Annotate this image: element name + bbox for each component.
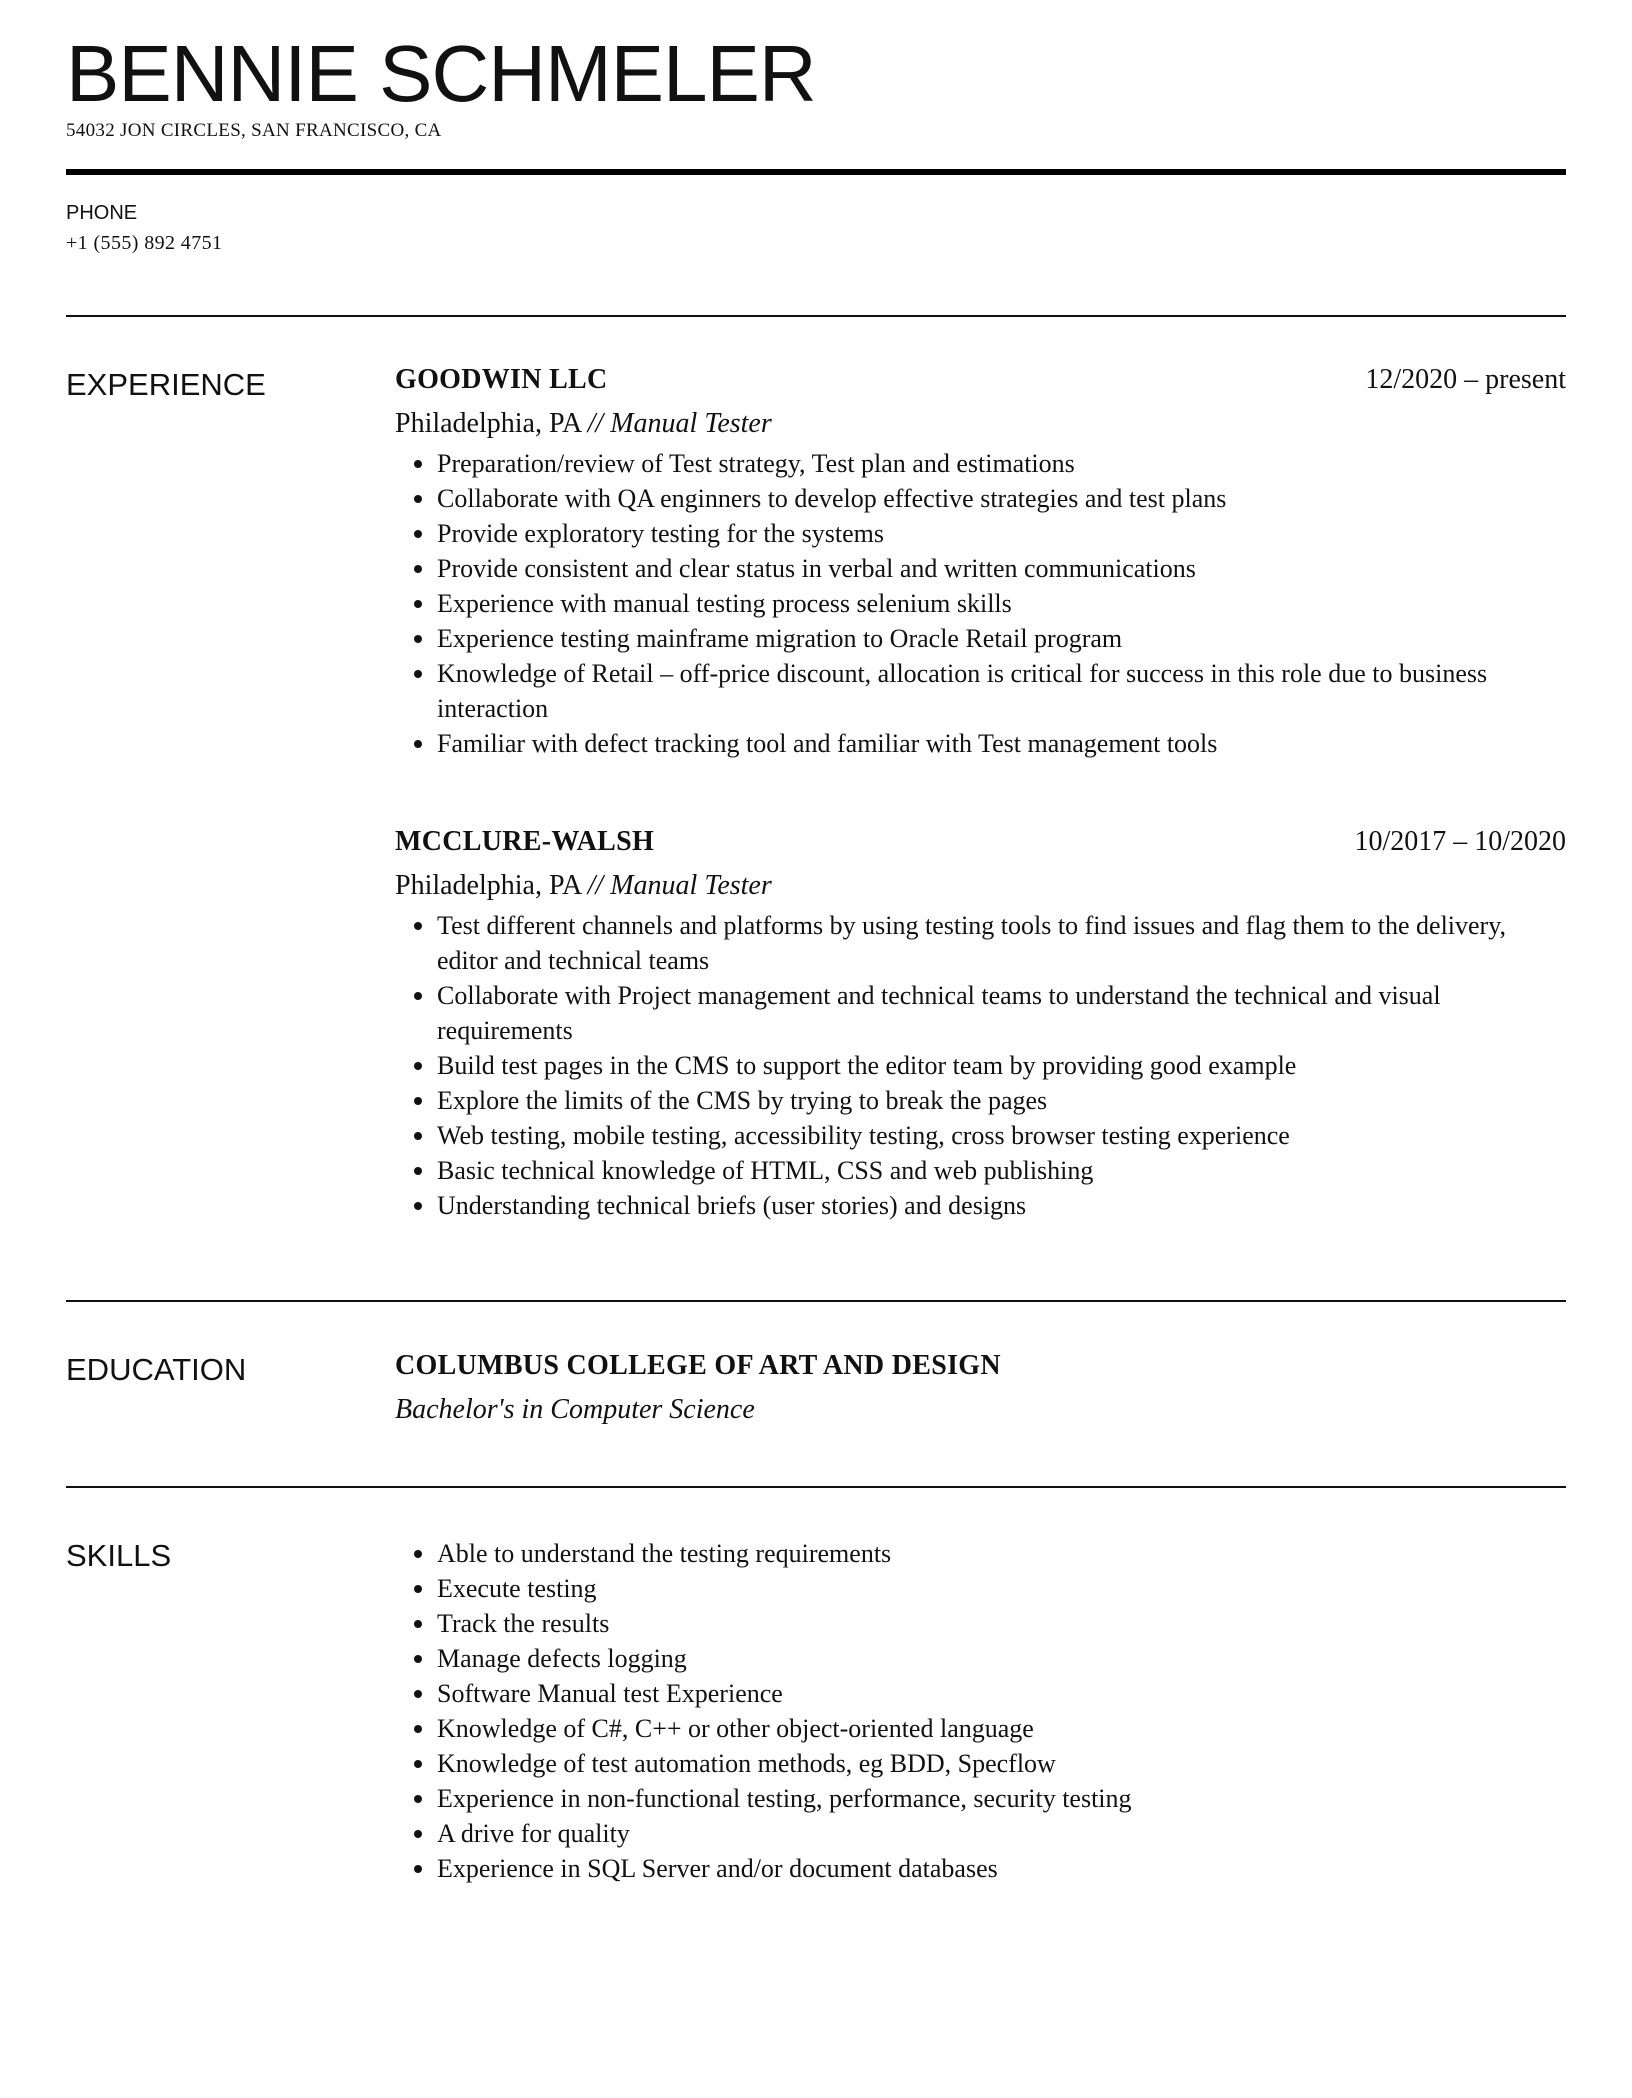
list-item: Provide consistent and clear status in verbal and written communications: [437, 551, 1566, 586]
education-entry: [395, 1350, 1566, 1430]
experience-title: EXPERIENCE: [66, 367, 266, 402]
list-item: Able to understand the testing requirements: [437, 1536, 1566, 1571]
list-item: Knowledge of C#, C++ or other object-oriented language: [437, 1711, 1566, 1746]
list-item: Collaborate with Project management and technical teams to understand the technical and visual requirements: [437, 978, 1566, 1048]
job-header: [395, 826, 1566, 866]
list-item: Understanding technical briefs (user stories) and designs: [437, 1188, 1566, 1223]
list-item: Build test pages in the CMS to support the editor team by providing good example: [437, 1048, 1566, 1083]
job-dates: 12/2020 – present: [1365, 364, 1566, 395]
candidate-name: BENNIE SCHMELER: [66, 29, 816, 118]
job-role: // Manual Tester: [587, 870, 772, 901]
list-item: Execute testing: [437, 1571, 1566, 1606]
education-school: COLUMBUS COLLEGE OF ART AND DESIGN: [395, 1350, 1001, 1381]
job-bullets: [395, 446, 1566, 761]
job-entry: [395, 364, 1566, 761]
list-item: Test different channels and platforms by using testing tools to find issues and flag them to the delivery, editor and technical teams: [437, 908, 1566, 978]
candidate-address: 54032 JON CIRCLES, SAN FRANCISCO, CA: [66, 120, 442, 141]
list-item: Experience in SQL Server and/or document databases: [437, 1851, 1566, 1886]
job-location: Philadelphia, PA: [395, 870, 581, 901]
list-item: Provide exploratory testing for the systems: [437, 516, 1566, 551]
list-item: Experience in non-functional testing, performance, security testing: [437, 1781, 1566, 1816]
list-item: Knowledge of test automation methods, eg BDD, Specflow: [437, 1746, 1566, 1781]
skills-title: SKILLS: [66, 1538, 172, 1573]
section-divider: [66, 1486, 1566, 1488]
job-company: GOODWIN LLC: [395, 364, 608, 395]
list-item: A drive for quality: [437, 1816, 1566, 1851]
job-header: [395, 364, 1566, 404]
job-subtitle: [395, 866, 1566, 906]
job-company: MCCLURE-WALSH: [395, 826, 655, 857]
list-item: Preparation/review of Test strategy, Test plan and estimations: [437, 446, 1566, 481]
skills-entry: [395, 1536, 1566, 1886]
list-item: Experience testing mainframe migration to Oracle Retail program: [437, 621, 1566, 656]
job-subtitle: [395, 404, 1566, 444]
list-item: Explore the limits of the CMS by trying to break the pages: [437, 1083, 1566, 1118]
job-role: // Manual Tester: [587, 408, 772, 439]
phone-label: PHONE: [66, 202, 138, 224]
list-item: Familiar with defect tracking tool and familiar with Test management tools: [437, 726, 1566, 761]
phone-value: +1 (555) 892 4751: [66, 232, 223, 254]
job-bullets: [395, 908, 1566, 1223]
list-item: Collaborate with QA enginners to develop effective strategies and test plans: [437, 481, 1566, 516]
list-item: Knowledge of Retail – off-price discount, allocation is critical for success in this role due to business interaction: [437, 656, 1566, 726]
list-item: Basic technical knowledge of HTML, CSS and web publishing: [437, 1153, 1566, 1188]
section-divider: [66, 315, 1566, 317]
header-divider: [66, 169, 1566, 175]
list-item: Track the results: [437, 1606, 1566, 1641]
education-degree: Bachelor's in Computer Science: [395, 1394, 755, 1425]
job-dates: 10/2017 – 10/2020: [1354, 826, 1566, 857]
list-item: Web testing, mobile testing, accessibility testing, cross browser testing experience: [437, 1118, 1566, 1153]
section-divider: [66, 1300, 1566, 1302]
job-entry: [395, 826, 1566, 1223]
list-item: Software Manual test Experience: [437, 1676, 1566, 1711]
education-title: EDUCATION: [66, 1352, 247, 1387]
list-item: Manage defects logging: [437, 1641, 1566, 1676]
job-location: Philadelphia, PA: [395, 408, 581, 439]
education-header: [395, 1350, 1566, 1390]
list-item: Experience with manual testing process selenium skills: [437, 586, 1566, 621]
skills-list: [395, 1536, 1566, 1886]
